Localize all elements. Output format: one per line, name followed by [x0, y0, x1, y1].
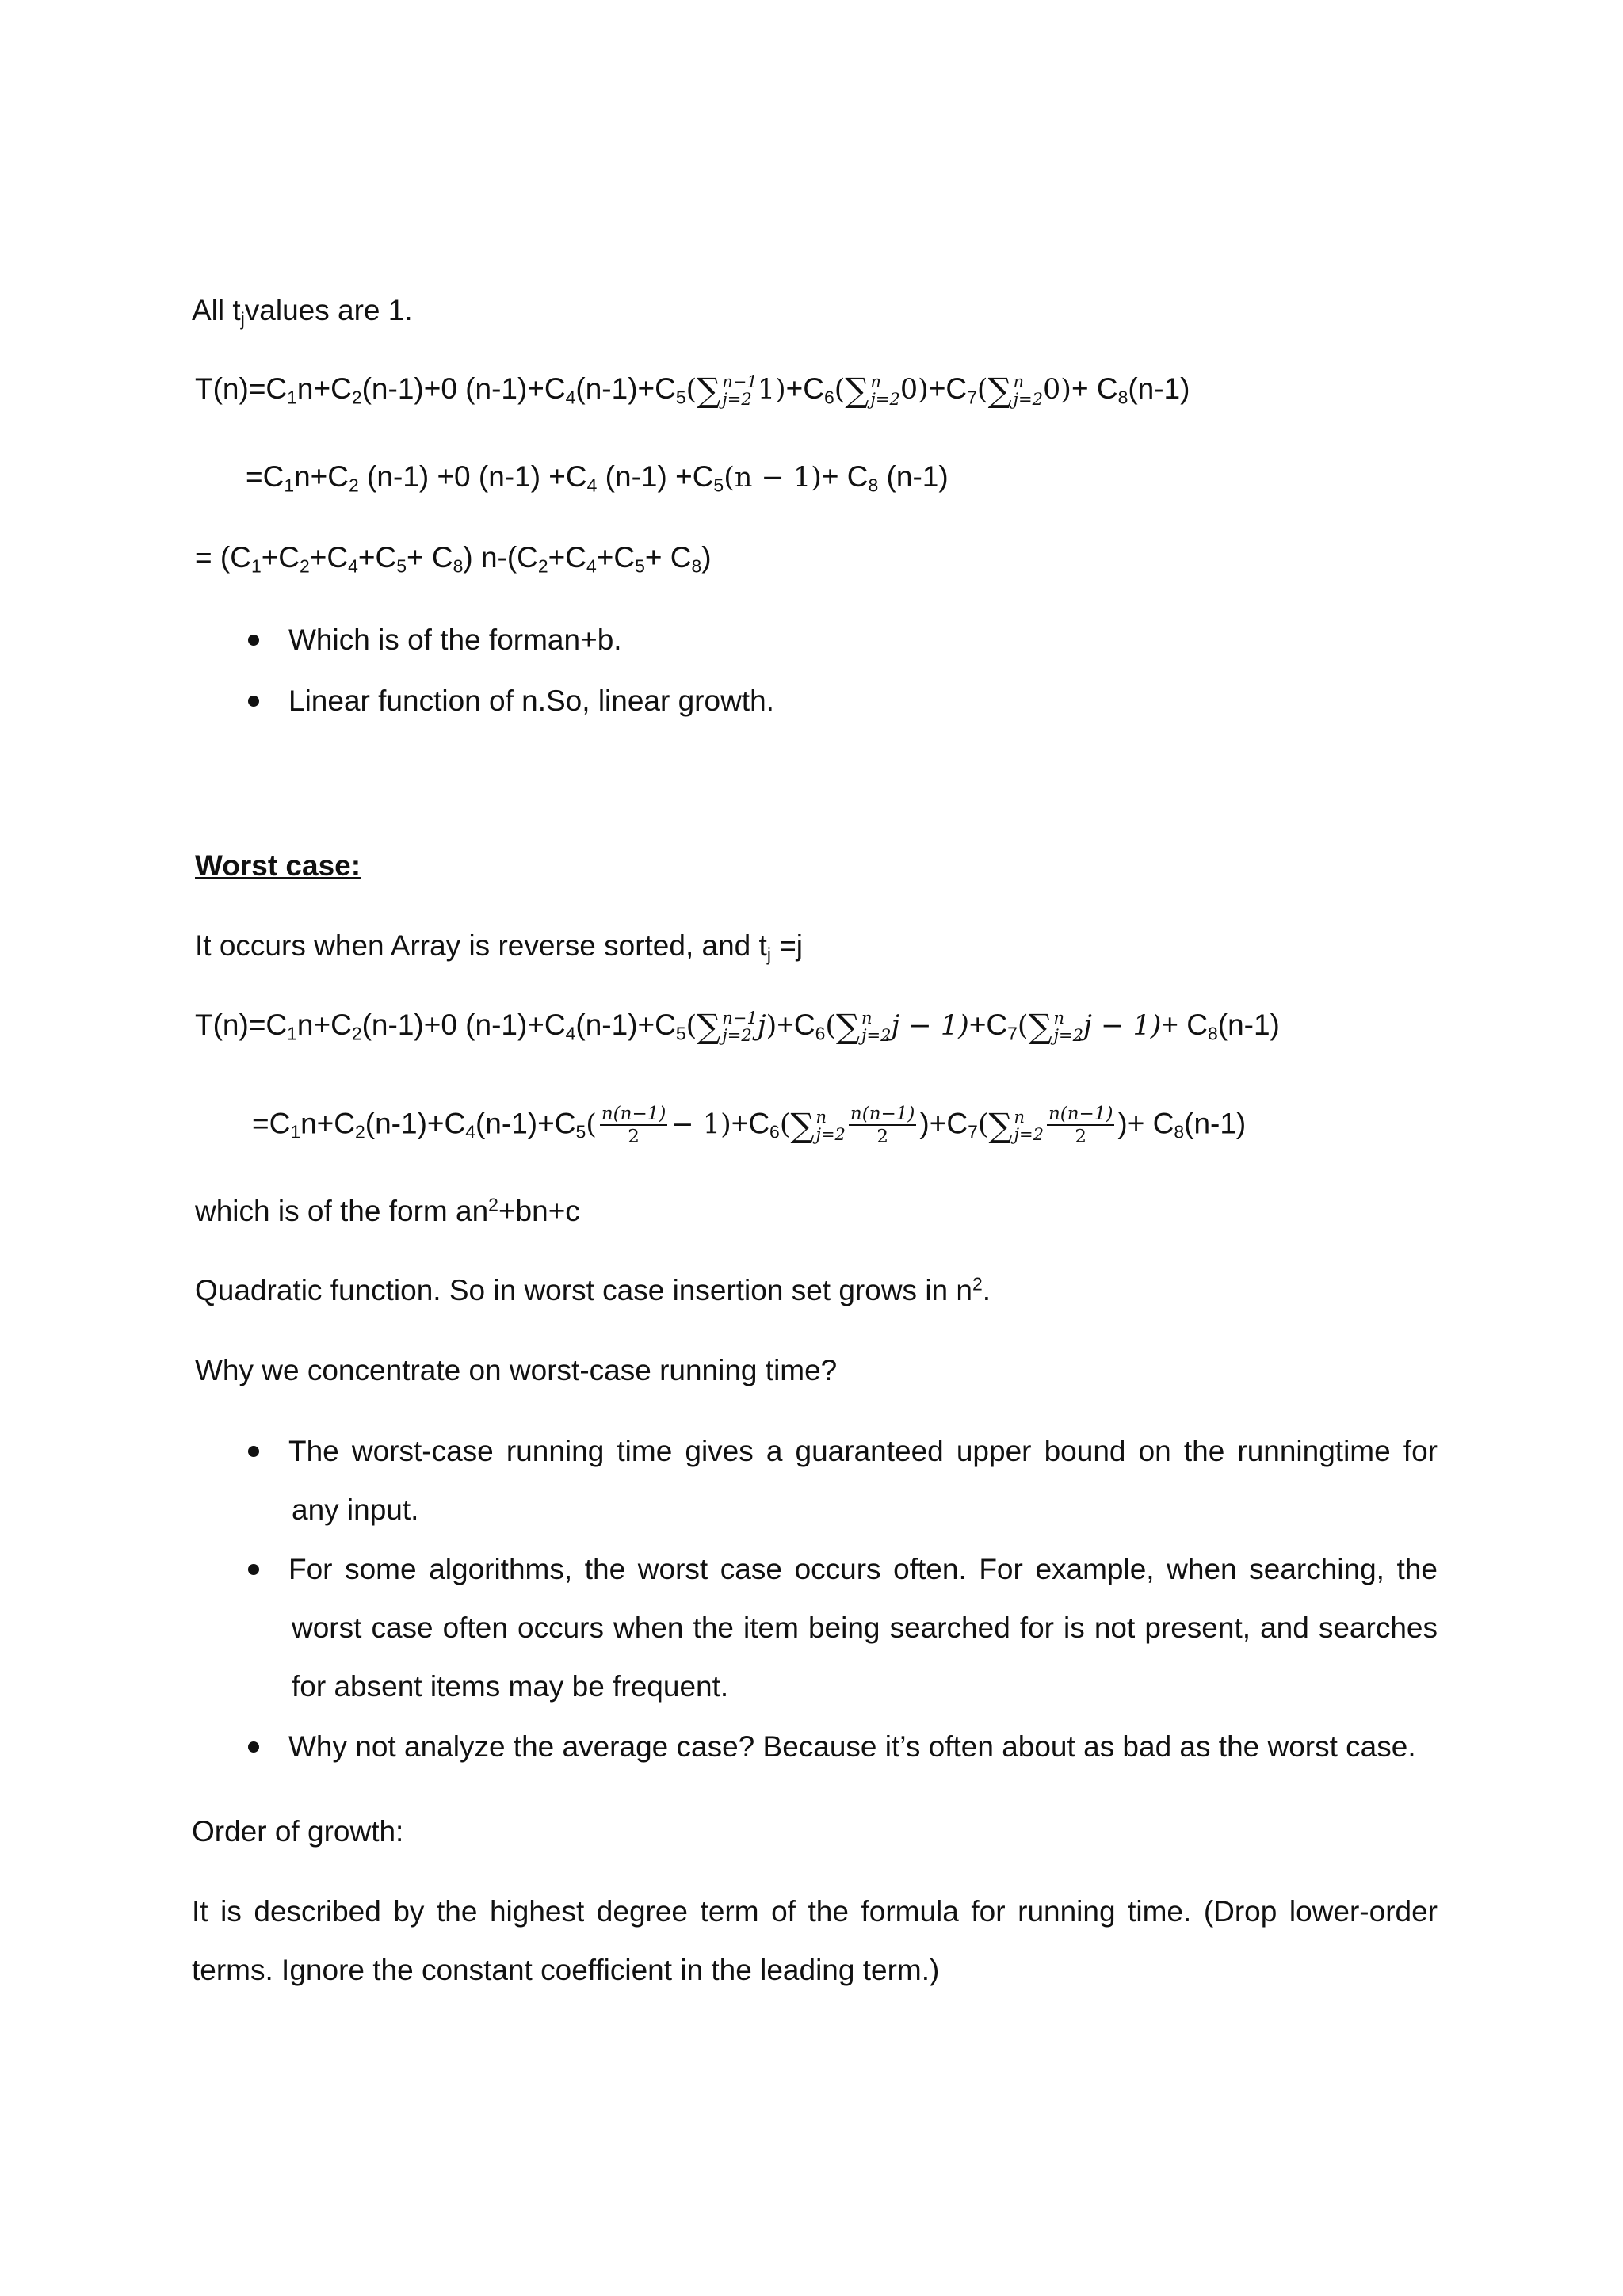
order-of-growth-line-1: It is described by the highest degree term of the formula for running time. (Drop lower-order	[192, 1895, 1438, 1928]
worst-case-heading: Worst case:	[195, 849, 361, 882]
bullet-marker	[248, 696, 259, 707]
equation-fragment: 1	[287, 387, 297, 408]
equation-fragment: 5	[635, 555, 645, 577]
equation-fragment: (	[685, 1010, 697, 1042]
equation-fragment: 8	[691, 555, 702, 577]
equation-fragment: (n-1)+0 (n-1)+C	[361, 1009, 566, 1041]
equation-fragment: It occurs when Array is reverse sorted, and t	[195, 929, 767, 962]
equation-fragment: n(n−1)	[1048, 1104, 1113, 1124]
equation-fragment: j=2	[722, 390, 752, 410]
summation-symbol	[1028, 1007, 1084, 1047]
intro-line	[192, 292, 413, 330]
equation-fragment: =C	[252, 1107, 291, 1140]
equation-fragment: + C	[1127, 1107, 1174, 1140]
equation-fragment: 2	[488, 1194, 498, 1215]
equation-fragment: n(n−1)	[601, 1104, 666, 1124]
equation-fragment: ∑	[697, 1007, 721, 1047]
why-bullet-2-line-2: worst case often occurs when the item being searched for is not present, and searches	[292, 1611, 1438, 1644]
equation-fragment: (	[685, 374, 697, 406]
equation-fragment: (	[779, 1108, 791, 1141]
equation-fragment: )	[766, 1010, 777, 1042]
equation-fragment: j	[240, 308, 245, 330]
bullet-marker	[248, 1741, 259, 1753]
equation-fragment: (	[1017, 1010, 1029, 1042]
equation-fragment: 5	[675, 1023, 686, 1044]
equation-fragment: (	[586, 1108, 597, 1141]
why-bullet-2-line-1: For some algorithms, the worst case occurs often. For example, when searching, the	[288, 1553, 1438, 1585]
equation-fragment: ∑	[697, 371, 721, 410]
equation-fragment: + C	[821, 460, 869, 493]
equation-fragment	[815, 1108, 845, 1143]
equation-fragment: Quadratic function. So in worst case insertion set grows in n	[195, 1274, 972, 1306]
equation-fragment: ∑	[790, 1105, 815, 1145]
summation-symbol	[836, 1007, 892, 1047]
equation-fragment: 4	[465, 1121, 475, 1142]
equation-fragment	[861, 1009, 891, 1044]
equation-fragment: (n-1)	[1128, 372, 1190, 405]
equation-fragment: 8	[453, 555, 464, 577]
equation-fragment: 2	[349, 475, 359, 496]
equation-fragment: ∑	[845, 371, 869, 410]
equation-fragment: 7	[968, 1121, 978, 1142]
equation-fragment: + C	[1071, 372, 1118, 405]
best-bullet-2: Linear function of n.So, linear growth.	[288, 685, 774, 717]
equation-fragment: n+C	[294, 460, 349, 493]
why-bullet-1-line-1: The worst-case running time gives a guaranteed upper bound on the runningtime for	[288, 1435, 1438, 1467]
equation-fragment: n	[1053, 1009, 1065, 1028]
equation-fragment: +C	[777, 1009, 815, 1041]
form-line	[195, 1192, 580, 1230]
equation-fragment: 1	[290, 1121, 301, 1142]
equation-fragment: n−1	[722, 1009, 758, 1028]
equation-fragment: 4	[348, 555, 358, 577]
equation-fragment: 1)	[757, 374, 786, 406]
equation-fragment: 1	[250, 555, 262, 577]
equation-fragment: 8	[1207, 1023, 1218, 1044]
equation-fragment: (	[977, 1108, 989, 1141]
equation-fragment: )	[919, 1107, 930, 1140]
equation-fragment	[722, 1009, 757, 1044]
equation-fragment: n	[870, 372, 881, 392]
worst-case-equation-1	[195, 1006, 1280, 1045]
why-bullet-1-line-2: any input.	[292, 1493, 419, 1526]
equation-fragment: 2	[355, 1121, 365, 1142]
summation-symbol	[790, 1105, 846, 1145]
equation-fragment: +C	[929, 1107, 968, 1140]
equation-fragment: 6	[815, 1023, 826, 1044]
equation-fragment: +C	[548, 541, 586, 574]
equation-fragment: j=2	[815, 1124, 846, 1144]
equation-fragment: 7	[967, 387, 977, 408]
equation-fragment: 4	[565, 387, 576, 408]
worst-case-occurs-line	[195, 927, 803, 965]
equation-fragment: − 1)	[670, 1108, 731, 1141]
equation-fragment: +C	[968, 1009, 1008, 1041]
fraction	[1047, 1104, 1114, 1147]
equation-fragment: 0)	[899, 374, 929, 406]
equation-fragment: 2	[628, 1127, 640, 1147]
summation-symbol	[988, 373, 1043, 408]
best-case-equation-3	[195, 539, 712, 577]
equation-fragment: = (C	[195, 541, 251, 574]
equation-fragment: (	[825, 1010, 836, 1042]
best-bullet-1: Which is of the forman+b.	[288, 624, 622, 656]
equation-fragment: j=2	[861, 1026, 892, 1046]
equation-fragment: (	[976, 374, 988, 406]
equation-fragment	[722, 373, 757, 408]
equation-fragment: T(n)=C	[195, 372, 288, 405]
equation-fragment: (n-1)+0 (n-1)+C	[361, 372, 566, 405]
equation-fragment: 0)	[1043, 374, 1071, 406]
equation-fragment	[870, 373, 899, 408]
why-bullet-2-line-3: for absent items may be frequent.	[292, 1670, 729, 1703]
equation-fragment: values are 1.	[244, 294, 413, 326]
equation-fragment: 2	[972, 1273, 983, 1295]
best-case-equation-1	[195, 370, 1190, 409]
equation-fragment: +C	[309, 541, 349, 574]
equation-fragment: 7	[1007, 1023, 1018, 1044]
equation-fragment: n	[1014, 1107, 1025, 1127]
equation-fragment: +C	[596, 541, 636, 574]
equation-fragment: 2	[300, 555, 310, 577]
equation-fragment: 4	[586, 555, 597, 577]
equation-fragment: T(n)=C	[195, 1009, 288, 1041]
equation-fragment: + C	[406, 541, 453, 574]
equation-fragment: (n-1)+C	[575, 372, 676, 405]
equation-fragment: 2	[351, 387, 362, 408]
equation-fragment: j=2	[722, 1026, 752, 1046]
equation-fragment: 5	[675, 387, 686, 408]
equation-fragment: (n-1)	[1184, 1107, 1247, 1140]
quadratic-line	[195, 1272, 991, 1310]
equation-fragment: (n-1)+C	[475, 1107, 576, 1140]
bullet-marker	[248, 1446, 259, 1457]
summation-symbol	[845, 373, 899, 408]
equation-fragment: ) n-(C	[463, 541, 538, 574]
equation-fragment: which is of the form an	[195, 1195, 489, 1227]
equation-fragment: (n − 1)	[724, 462, 822, 494]
equation-fragment: All t	[192, 294, 241, 326]
equation-fragment: 5	[396, 555, 407, 577]
bullet-marker	[248, 1564, 259, 1575]
equation-fragment: 2	[537, 555, 548, 577]
fraction	[600, 1104, 667, 1147]
equation-fragment	[1054, 1009, 1083, 1044]
summation-symbol	[697, 1007, 758, 1047]
equation-fragment: 1	[287, 1023, 297, 1044]
equation-fragment: n+C	[296, 372, 352, 405]
equation-fragment: +bn+c	[498, 1195, 580, 1227]
equation-fragment: (n-1)+C	[575, 1009, 676, 1041]
equation-fragment: )	[701, 541, 712, 574]
equation-fragment: 5	[713, 475, 724, 496]
equation-fragment: +C	[928, 372, 968, 405]
equation-fragment: 6	[824, 387, 834, 408]
order-of-growth-line-2: terms. Ignore the constant coefficient in the leading term.)	[192, 1954, 940, 1986]
worst-case-equation-2	[252, 1104, 1246, 1147]
equation-fragment: j=2	[1053, 1026, 1084, 1046]
equation-fragment: =j	[770, 929, 804, 962]
equation-fragment: +C	[731, 1107, 770, 1140]
why-bullet-3: Why not analyze the average case? Because it’s often about as bad as the worst case.	[288, 1730, 1416, 1763]
equation-fragment: ∑	[987, 371, 1012, 410]
equation-fragment: 8	[868, 475, 879, 496]
fraction	[849, 1104, 916, 1147]
equation-fragment	[1014, 373, 1043, 408]
equation-fragment: n+C	[300, 1107, 355, 1140]
equation-fragment: + C	[644, 541, 692, 574]
equation-fragment: n	[1013, 372, 1025, 392]
bullet-marker	[248, 635, 259, 646]
equation-fragment: j=2	[1013, 390, 1044, 410]
equation-fragment: 4	[586, 475, 598, 496]
equation-fragment: ∑	[988, 1105, 1013, 1145]
equation-fragment: j − 1)	[1083, 1010, 1162, 1042]
equation-fragment: (n-1)+C	[365, 1107, 466, 1140]
best-case-equation-2	[246, 458, 949, 497]
equation-fragment: (n-1)	[878, 460, 949, 493]
equation-fragment: =C	[246, 460, 285, 493]
summation-symbol	[697, 373, 757, 408]
equation-fragment: 4	[565, 1023, 576, 1044]
equation-fragment: ∑	[836, 1007, 860, 1047]
equation-fragment: )	[1117, 1107, 1128, 1140]
equation-fragment: 6	[769, 1121, 780, 1142]
equation-fragment: (	[834, 374, 846, 406]
equation-fragment: j=2	[870, 390, 900, 410]
equation-fragment: +C	[357, 541, 397, 574]
equation-fragment: j	[757, 1010, 766, 1042]
equation-fragment: n(n−1)	[850, 1104, 915, 1124]
equation-fragment: 2	[876, 1127, 888, 1147]
why-question: Why we concentrate on worst-case running time?	[195, 1354, 838, 1386]
equation-fragment: 1	[284, 475, 295, 496]
equation-fragment: (n-1)	[1217, 1009, 1280, 1041]
equation-fragment: j	[766, 944, 771, 965]
equation-fragment: n	[861, 1009, 873, 1028]
equation-fragment: n+C	[296, 1009, 352, 1041]
equation-fragment: +C	[261, 541, 300, 574]
equation-fragment: 5	[575, 1121, 586, 1142]
equation-fragment: j=2	[1014, 1124, 1044, 1144]
equation-fragment: ∑	[1028, 1007, 1052, 1047]
equation-fragment: 8	[1174, 1121, 1185, 1142]
summation-symbol	[988, 1105, 1044, 1145]
equation-fragment: j − 1)	[891, 1010, 969, 1042]
equation-fragment: n−1	[722, 372, 758, 392]
equation-fragment: +C	[785, 372, 824, 405]
equation-fragment: n	[815, 1107, 827, 1127]
order-of-growth-heading: Order of growth:	[192, 1815, 404, 1848]
equation-fragment: .	[982, 1274, 991, 1306]
equation-fragment: + C	[1161, 1009, 1208, 1041]
equation-fragment: 8	[1117, 387, 1128, 408]
equation-fragment	[1014, 1108, 1043, 1143]
equation-fragment: (n-1) +C	[597, 460, 714, 493]
equation-fragment: 2	[351, 1023, 362, 1044]
equation-fragment: 2	[1075, 1127, 1086, 1147]
equation-fragment: (n-1) +0 (n-1) +C	[358, 460, 587, 493]
